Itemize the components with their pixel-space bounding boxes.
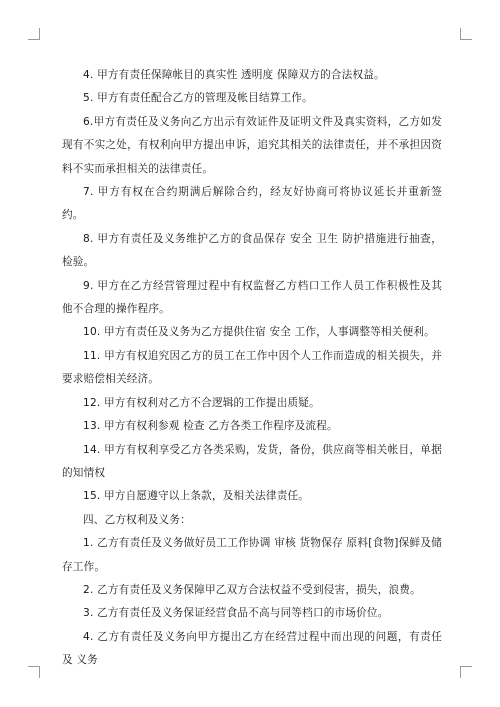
clause-a8: 8. 甲方有责任及义务维护乙方的食品保存 安全 卫生 防护措施进行抽查，检验。	[62, 232, 442, 269]
clause-a11: 11. 甲方有权追究因乙方的员工在工作中因个人工作而造成的相关损失，并要求赔偿相关经济。	[62, 349, 442, 386]
clause-b1: 1. 乙方有责任及义务做好员工工作协调 审核 货物保存 原料[食物]保鲜及储存工作。	[62, 537, 442, 573]
clause-a12: 12. 甲方有权利对乙方不合逻辑的工作提出质疑。	[83, 396, 320, 409]
clause-a13: 13. 甲方有权利参观 检查 乙方各类工作程序及流程。	[83, 420, 338, 433]
clause-a5: 5. 甲方有责任配合乙方的管理及帐目结算工作。	[83, 92, 313, 105]
clause-a14: 14. 甲方有权利享受乙方各类采购，发货，备份，供应商等相关帐目，单据的知情权	[62, 443, 442, 479]
crop-mark-top-right	[460, 28, 472, 40]
section-heading: 四、乙方权利及义务：	[83, 513, 191, 526]
clause-a10: 10. 甲方有责任及义务为乙方提供住宿 安全 工作，人事调整等相关便利。	[83, 326, 435, 339]
clause-a7: 7. 甲方有权在合约期满后解除合约，经友好协商可将协议延长并重新签约。	[62, 186, 442, 222]
clause-b2: 2. 乙方有责任及义务保障甲乙双方合法权益不受到侵害，损失，浪费。	[83, 583, 421, 596]
clause-a9: 9. 甲方在乙方经营管理过程中有权监督乙方档口工作人员工作积极性及其他不合理的操作程序。	[62, 279, 442, 316]
clause-a4: 4. 甲方有责任保障帐目的真实性 透明度 保障双方的合法权益。	[83, 69, 385, 81]
crop-mark-top-left	[28, 28, 40, 40]
clause-b4: 4. 乙方有责任及义务向甲方提出乙方在经营过程中而出现的问题，有责任及 义务	[62, 630, 442, 667]
clause-a6: 6.甲方有责任及义务向乙方出示有效证件及证明文件及真实资料，乙方如发现有不实之处，有权利向甲方提出申诉，追究其相关的法律责任，并不承担因资料不实而承担相关的法律责任。	[62, 115, 442, 175]
crop-mark-bottom-left	[28, 666, 40, 678]
clause-a15: 15. 甲方自愿遵守以上条款，及相关法律责任。	[83, 490, 310, 503]
clause-b3: 3. 乙方有责任及义务保证经营食品不高与同等档口的市场价位。	[83, 607, 389, 620]
crop-mark-bottom-right	[460, 666, 472, 678]
document-body	[62, 64, 442, 673]
